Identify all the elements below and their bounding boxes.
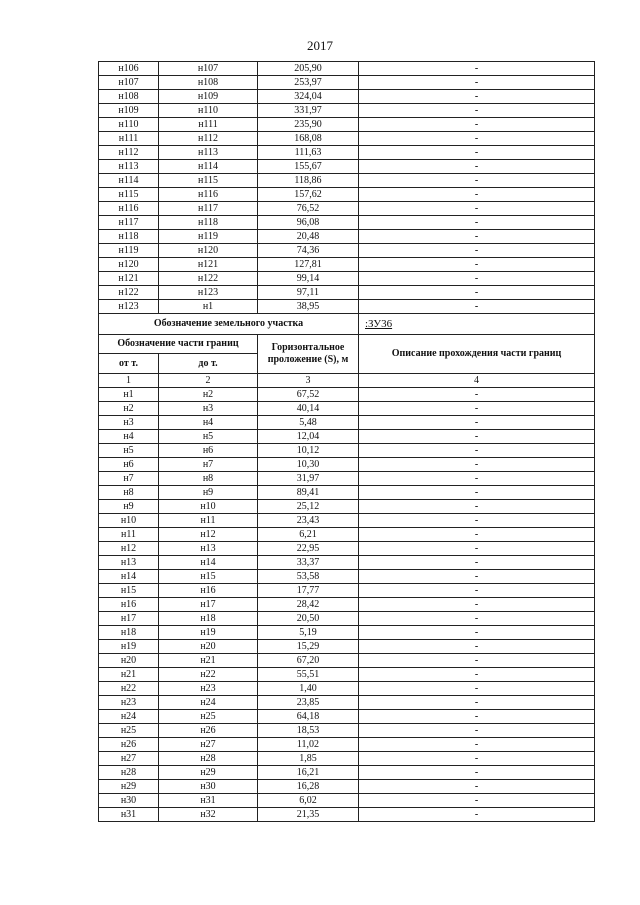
description-cell: - xyxy=(359,696,595,710)
description-cell: - xyxy=(359,160,595,174)
from-point-cell: н10 xyxy=(99,514,159,528)
table-row xyxy=(99,668,595,682)
table-row xyxy=(99,584,595,598)
to-point-cell: н26 xyxy=(159,724,258,738)
description-cell: - xyxy=(359,258,595,272)
to-point-cell: н18 xyxy=(159,612,258,626)
to-point-cell: н111 xyxy=(159,118,258,132)
from-point-cell: н108 xyxy=(99,90,159,104)
distance-cell: 28,42 xyxy=(258,598,359,612)
to-point-cell: н2 xyxy=(159,388,258,402)
from-point-cell: н20 xyxy=(99,654,159,668)
description-cell: - xyxy=(359,272,595,286)
description-cell: - xyxy=(359,808,595,822)
distance-cell: 89,41 xyxy=(258,486,359,500)
to-point-cell: н13 xyxy=(159,542,258,556)
from-point-cell: н9 xyxy=(99,500,159,514)
description-cell: - xyxy=(359,556,595,570)
to-point-cell: н25 xyxy=(159,710,258,724)
description-cell: - xyxy=(359,710,595,724)
to-point-cell: н115 xyxy=(159,174,258,188)
table-row xyxy=(99,230,595,244)
zone-code: :ЗУ36 xyxy=(359,314,595,335)
to-point-cell: н118 xyxy=(159,216,258,230)
description-cell: - xyxy=(359,514,595,528)
from-point-cell: н115 xyxy=(99,188,159,202)
distance-cell: 99,14 xyxy=(258,272,359,286)
distance-cell: 20,48 xyxy=(258,230,359,244)
table-row xyxy=(99,202,595,216)
table-row xyxy=(99,794,595,808)
from-point-cell: н6 xyxy=(99,458,159,472)
from-point-cell: н119 xyxy=(99,244,159,258)
table-row xyxy=(99,472,595,486)
to-point-cell: н22 xyxy=(159,668,258,682)
from-point-cell: н122 xyxy=(99,286,159,300)
to-point-cell: н23 xyxy=(159,682,258,696)
table-row xyxy=(99,286,595,300)
to-point-cell: н17 xyxy=(159,598,258,612)
table-row xyxy=(99,626,595,640)
from-point-cell: н117 xyxy=(99,216,159,230)
distance-cell: 118,86 xyxy=(258,174,359,188)
header-boundary-parts: Обозначение части границ xyxy=(99,335,258,354)
to-point-cell: н8 xyxy=(159,472,258,486)
from-point-cell: н4 xyxy=(99,430,159,444)
from-point-cell: н30 xyxy=(99,794,159,808)
description-cell: - xyxy=(359,416,595,430)
table-row xyxy=(99,132,595,146)
column-number-3: 3 xyxy=(258,374,359,388)
description-cell: - xyxy=(359,458,595,472)
page-number: 2017 xyxy=(307,38,333,53)
description-cell: - xyxy=(359,202,595,216)
zone-label: Обозначение земельного участка xyxy=(99,314,359,335)
distance-cell: 253,97 xyxy=(258,76,359,90)
distance-cell: 168,08 xyxy=(258,132,359,146)
distance-cell: 157,62 xyxy=(258,188,359,202)
table-row xyxy=(99,808,595,822)
from-point-cell: н1 xyxy=(99,388,159,402)
from-point-cell: н27 xyxy=(99,752,159,766)
table-row xyxy=(99,710,595,724)
table-row xyxy=(99,416,595,430)
distance-cell: 38,95 xyxy=(258,300,359,314)
distance-cell: 10,12 xyxy=(258,444,359,458)
from-point-cell: н118 xyxy=(99,230,159,244)
description-cell: - xyxy=(359,500,595,514)
table-row xyxy=(99,118,595,132)
distance-cell: 25,12 xyxy=(258,500,359,514)
table-row xyxy=(99,738,595,752)
from-point-cell: н21 xyxy=(99,668,159,682)
distance-cell: 96,08 xyxy=(258,216,359,230)
distance-cell: 22,95 xyxy=(258,542,359,556)
from-point-cell: н111 xyxy=(99,132,159,146)
distance-cell: 331,97 xyxy=(258,104,359,118)
to-point-cell: н122 xyxy=(159,272,258,286)
distance-cell: 6,02 xyxy=(258,794,359,808)
table-row xyxy=(99,272,595,286)
description-cell: - xyxy=(359,766,595,780)
description-cell: - xyxy=(359,598,595,612)
description-cell: - xyxy=(359,244,595,258)
distance-cell: 5,19 xyxy=(258,626,359,640)
description-cell: - xyxy=(359,780,595,794)
to-point-cell: н1 xyxy=(159,300,258,314)
description-cell: - xyxy=(359,668,595,682)
distance-cell: 111,63 xyxy=(258,146,359,160)
to-point-cell: н16 xyxy=(159,584,258,598)
table-row xyxy=(99,598,595,612)
to-point-cell: н114 xyxy=(159,160,258,174)
table-row xyxy=(99,458,595,472)
table-row xyxy=(99,160,595,174)
to-point-cell: н31 xyxy=(159,794,258,808)
from-point-cell: н31 xyxy=(99,808,159,822)
distance-cell: 324,04 xyxy=(258,90,359,104)
to-point-cell: н30 xyxy=(159,780,258,794)
distance-cell: 67,52 xyxy=(258,388,359,402)
to-point-cell: н19 xyxy=(159,626,258,640)
description-cell: - xyxy=(359,402,595,416)
to-point-cell: н24 xyxy=(159,696,258,710)
distance-cell: 31,97 xyxy=(258,472,359,486)
to-point-cell: н12 xyxy=(159,528,258,542)
to-point-cell: н107 xyxy=(159,62,258,76)
to-point-cell: н29 xyxy=(159,766,258,780)
from-point-cell: н23 xyxy=(99,696,159,710)
from-point-cell: н29 xyxy=(99,780,159,794)
table-row xyxy=(99,76,595,90)
table-section-bottom xyxy=(99,388,595,822)
description-cell: - xyxy=(359,584,595,598)
to-point-cell: н21 xyxy=(159,654,258,668)
table-row xyxy=(99,104,595,118)
from-point-cell: н113 xyxy=(99,160,159,174)
description-cell: - xyxy=(359,612,595,626)
distance-cell: 5,48 xyxy=(258,416,359,430)
from-point-cell: н18 xyxy=(99,626,159,640)
table-row xyxy=(99,486,595,500)
distance-cell: 67,20 xyxy=(258,654,359,668)
distance-cell: 11,02 xyxy=(258,738,359,752)
description-cell: - xyxy=(359,118,595,132)
table-row xyxy=(99,528,595,542)
from-point-cell: н26 xyxy=(99,738,159,752)
distance-cell: 40,14 xyxy=(258,402,359,416)
description-cell: - xyxy=(359,62,595,76)
description-cell: - xyxy=(359,472,595,486)
distance-cell: 15,29 xyxy=(258,640,359,654)
from-point-cell: н22 xyxy=(99,682,159,696)
table-row xyxy=(99,430,595,444)
distance-cell: 235,90 xyxy=(258,118,359,132)
to-point-cell: н32 xyxy=(159,808,258,822)
distance-cell: 16,21 xyxy=(258,766,359,780)
table-row xyxy=(99,766,595,780)
table-row xyxy=(99,258,595,272)
from-point-cell: н14 xyxy=(99,570,159,584)
header-description: Описание прохождения части границ xyxy=(359,335,595,374)
description-cell: - xyxy=(359,542,595,556)
description-cell: - xyxy=(359,444,595,458)
from-point-cell: н123 xyxy=(99,300,159,314)
to-point-cell: н119 xyxy=(159,230,258,244)
distance-cell: 23,85 xyxy=(258,696,359,710)
to-point-cell: н109 xyxy=(159,90,258,104)
from-point-cell: н120 xyxy=(99,258,159,272)
table-row xyxy=(99,300,595,314)
description-cell: - xyxy=(359,188,595,202)
to-point-cell: н112 xyxy=(159,132,258,146)
table-row xyxy=(99,444,595,458)
to-point-cell: н3 xyxy=(159,402,258,416)
to-point-cell: н28 xyxy=(159,752,258,766)
from-point-cell: н121 xyxy=(99,272,159,286)
distance-cell: 97,11 xyxy=(258,286,359,300)
table-header xyxy=(99,314,595,388)
description-cell: - xyxy=(359,90,595,104)
from-point-cell: н2 xyxy=(99,402,159,416)
from-point-cell: н5 xyxy=(99,444,159,458)
table-row xyxy=(99,612,595,626)
distance-cell: 20,50 xyxy=(258,612,359,626)
from-point-cell: н24 xyxy=(99,710,159,724)
to-point-cell: н121 xyxy=(159,258,258,272)
from-point-cell: н12 xyxy=(99,542,159,556)
description-cell: - xyxy=(359,640,595,654)
table-row xyxy=(99,570,595,584)
to-point-cell: н113 xyxy=(159,146,258,160)
description-cell: - xyxy=(359,216,595,230)
to-point-cell: н20 xyxy=(159,640,258,654)
description-cell: - xyxy=(359,486,595,500)
to-point-cell: н9 xyxy=(159,486,258,500)
to-point-cell: н15 xyxy=(159,570,258,584)
from-point-cell: н17 xyxy=(99,612,159,626)
distance-cell: 10,30 xyxy=(258,458,359,472)
table-row xyxy=(99,402,595,416)
description-cell: - xyxy=(359,752,595,766)
description-cell: - xyxy=(359,76,595,90)
from-point-cell: н110 xyxy=(99,118,159,132)
to-point-cell: н10 xyxy=(159,500,258,514)
table-row xyxy=(99,146,595,160)
distance-cell: 127,81 xyxy=(258,258,359,272)
from-point-cell: н114 xyxy=(99,174,159,188)
description-cell: - xyxy=(359,132,595,146)
from-point-cell: н7 xyxy=(99,472,159,486)
to-point-cell: н27 xyxy=(159,738,258,752)
to-point-cell: н4 xyxy=(159,416,258,430)
distance-cell: 155,67 xyxy=(258,160,359,174)
to-point-cell: н110 xyxy=(159,104,258,118)
table-row xyxy=(99,388,595,402)
from-point-cell: н25 xyxy=(99,724,159,738)
distance-cell: 64,18 xyxy=(258,710,359,724)
to-point-cell: н7 xyxy=(159,458,258,472)
description-cell: - xyxy=(359,174,595,188)
from-point-cell: н107 xyxy=(99,76,159,90)
table-row xyxy=(99,752,595,766)
from-point-cell: н3 xyxy=(99,416,159,430)
table-row xyxy=(99,62,595,76)
from-point-cell: н109 xyxy=(99,104,159,118)
from-point-cell: н15 xyxy=(99,584,159,598)
from-point-cell: н13 xyxy=(99,556,159,570)
table-row xyxy=(99,556,595,570)
description-cell: - xyxy=(359,388,595,402)
from-point-cell: н16 xyxy=(99,598,159,612)
distance-cell: 18,53 xyxy=(258,724,359,738)
boundary-table xyxy=(98,61,595,822)
description-cell: - xyxy=(359,724,595,738)
description-cell: - xyxy=(359,626,595,640)
description-cell: - xyxy=(359,738,595,752)
distance-cell: 6,21 xyxy=(258,528,359,542)
table-row xyxy=(99,780,595,794)
description-cell: - xyxy=(359,430,595,444)
to-point-cell: н6 xyxy=(159,444,258,458)
distance-cell: 12,04 xyxy=(258,430,359,444)
table-row xyxy=(99,640,595,654)
table-row xyxy=(99,682,595,696)
from-point-cell: н28 xyxy=(99,766,159,780)
from-point-cell: н19 xyxy=(99,640,159,654)
description-cell: - xyxy=(359,570,595,584)
description-cell: - xyxy=(359,286,595,300)
header-horizontal-projection: Горизонтальное проложение (S), м xyxy=(258,335,359,374)
table-row xyxy=(99,724,595,738)
from-point-cell: н106 xyxy=(99,62,159,76)
description-cell: - xyxy=(359,146,595,160)
table-row xyxy=(99,542,595,556)
distance-cell: 55,51 xyxy=(258,668,359,682)
distance-cell: 74,36 xyxy=(258,244,359,258)
distance-cell: 17,77 xyxy=(258,584,359,598)
description-cell: - xyxy=(359,300,595,314)
to-point-cell: н108 xyxy=(159,76,258,90)
distance-cell: 53,58 xyxy=(258,570,359,584)
header-to: до т. xyxy=(159,354,258,374)
distance-cell: 1,85 xyxy=(258,752,359,766)
distance-cell: 1,40 xyxy=(258,682,359,696)
from-point-cell: н11 xyxy=(99,528,159,542)
column-number-4: 4 xyxy=(359,374,595,388)
from-point-cell: н8 xyxy=(99,486,159,500)
table-row xyxy=(99,174,595,188)
table-row xyxy=(99,188,595,202)
distance-cell: 23,43 xyxy=(258,514,359,528)
distance-cell: 16,28 xyxy=(258,780,359,794)
column-number-1: 1 xyxy=(99,374,159,388)
description-cell: - xyxy=(359,682,595,696)
table-row xyxy=(99,654,595,668)
description-cell: - xyxy=(359,794,595,808)
description-cell: - xyxy=(359,104,595,118)
table-row xyxy=(99,244,595,258)
table-row xyxy=(99,500,595,514)
table-row xyxy=(99,216,595,230)
distance-cell: 76,52 xyxy=(258,202,359,216)
to-point-cell: н116 xyxy=(159,188,258,202)
header-from: от т. xyxy=(99,354,159,374)
distance-cell: 205,90 xyxy=(258,62,359,76)
distance-cell: 21,35 xyxy=(258,808,359,822)
to-point-cell: н14 xyxy=(159,556,258,570)
to-point-cell: н5 xyxy=(159,430,258,444)
table-section-top xyxy=(99,62,595,314)
column-number-2: 2 xyxy=(159,374,258,388)
to-point-cell: н120 xyxy=(159,244,258,258)
table-row xyxy=(99,696,595,710)
to-point-cell: н117 xyxy=(159,202,258,216)
to-point-cell: н123 xyxy=(159,286,258,300)
table-row xyxy=(99,90,595,104)
distance-cell: 33,37 xyxy=(258,556,359,570)
description-cell: - xyxy=(359,230,595,244)
to-point-cell: н11 xyxy=(159,514,258,528)
from-point-cell: н112 xyxy=(99,146,159,160)
table-row xyxy=(99,514,595,528)
from-point-cell: н116 xyxy=(99,202,159,216)
description-cell: - xyxy=(359,654,595,668)
description-cell: - xyxy=(359,528,595,542)
